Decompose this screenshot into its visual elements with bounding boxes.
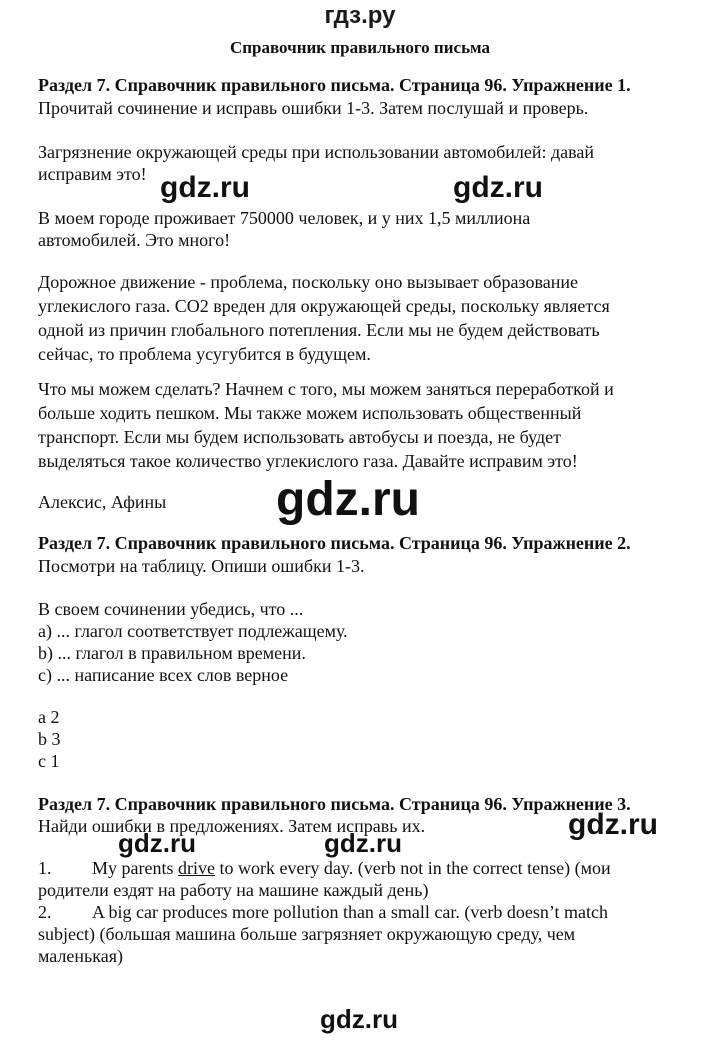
watermark: gdz.ru bbox=[160, 171, 250, 204]
ex3-sentence-2 bbox=[38, 901, 698, 967]
text-line: В моем городе проживает 750000 человек, и у них 1,5 миллиона bbox=[38, 208, 531, 228]
watermark: gdz.ru bbox=[324, 828, 402, 858]
text-line: автомобилей. Это много! bbox=[38, 230, 231, 250]
text-line: выделяться такое количество углекислого газа. Давайте исправим это! bbox=[38, 451, 578, 471]
text-line: исправим это! bbox=[38, 164, 147, 184]
watermark: gdz.ru bbox=[276, 473, 420, 526]
text-line: сейчас, то проблема усугубится в будущем. bbox=[38, 344, 371, 364]
ex3-sentence-1 bbox=[38, 857, 698, 901]
list-item: c) ... написание всех слов верное bbox=[38, 665, 289, 685]
answer-item: c 1 bbox=[38, 751, 60, 771]
answer-item: b 3 bbox=[38, 729, 61, 749]
ex1-paragraph-3 bbox=[38, 270, 698, 366]
sentence-line: маленькая) bbox=[38, 946, 123, 966]
ex1-paragraph-4 bbox=[38, 377, 698, 473]
text-line: транспорт. Если мы будем использовать автобусы и поезда, не будет bbox=[38, 427, 561, 447]
sentence-line: родители ездят на работу на машине каждый день) bbox=[38, 880, 429, 900]
checklist-intro: В своем сочинении убедись, что ... bbox=[38, 599, 304, 619]
sentence-text: A big car produces more pollution than a small car. (verb doesn’t match bbox=[92, 902, 609, 922]
ex1-paragraph-1 bbox=[38, 141, 698, 185]
watermark: gdz.ru bbox=[320, 1004, 398, 1034]
ex1-heading: Раздел 7. Справочник правильного письма. Страница 96. Упражнение 1. bbox=[38, 75, 631, 95]
error-word: drive bbox=[177, 858, 215, 878]
answer-item: a 2 bbox=[38, 707, 60, 727]
ex1-signature: Алексис, Афины bbox=[38, 492, 167, 512]
text-line: Загрязнение окружающей среды при использовании автомобилей: давай bbox=[38, 142, 595, 162]
ex3-heading: Раздел 7. Справочник правильного письма. Страница 96. Упражнение 3. bbox=[38, 794, 631, 814]
sentence-number: 1. bbox=[38, 858, 52, 878]
sentence-number: 2. bbox=[38, 902, 52, 922]
watermark: gdz.ru bbox=[453, 171, 543, 204]
watermark: gdz.ru bbox=[568, 808, 658, 841]
page-title: Справочник правильного письма bbox=[229, 38, 491, 57]
list-item: b) ... глагол в правильном времени. bbox=[38, 643, 306, 663]
list-item: a) ... глагол соответствует подлежащему. bbox=[38, 621, 348, 641]
sentence-text: to work every day. (verb not in the correct tense) (мои bbox=[214, 858, 611, 878]
ex2-instruction: Посмотри на таблицу. Опиши ошибки 1-3. bbox=[38, 556, 365, 576]
text-line: больше ходить пешком. Мы также можем использовать общественный bbox=[38, 403, 582, 423]
watermark: gdz.ru bbox=[118, 828, 196, 858]
text-line: Что мы можем сделать? Начнем с того, мы можем заняться переработкой и bbox=[38, 379, 614, 399]
ex2-answers bbox=[38, 706, 698, 772]
sentence-line: subject) (большая машина больше загрязняет окружающую среду, чем bbox=[38, 924, 576, 944]
sentence-text: My parents bbox=[92, 858, 178, 878]
site-header: гдз.ру bbox=[324, 2, 396, 29]
sentence-line bbox=[38, 857, 698, 879]
ex1-instruction: Прочитай сочинение и исправь ошибки 1-3. Затем послушай и проверь. bbox=[38, 98, 589, 118]
text-line: углекислого газа. СО2 вреден для окружающей среды, поскольку является bbox=[38, 296, 610, 316]
text-line: одной из причин глобального потепления. Если мы не будем действовать bbox=[38, 320, 600, 340]
text-line: Дорожное движение - проблема, поскольку оно вызывает образование bbox=[38, 272, 578, 292]
ex3-instruction: Найди ошибки в предложениях. Затем исправь их. bbox=[38, 816, 426, 836]
sentence-line bbox=[38, 901, 698, 923]
ex2-checklist bbox=[38, 598, 698, 686]
ex2-heading: Раздел 7. Справочник правильного письма. Страница 96. Упражнение 2. bbox=[38, 533, 631, 553]
ex1-paragraph-2 bbox=[38, 207, 698, 251]
